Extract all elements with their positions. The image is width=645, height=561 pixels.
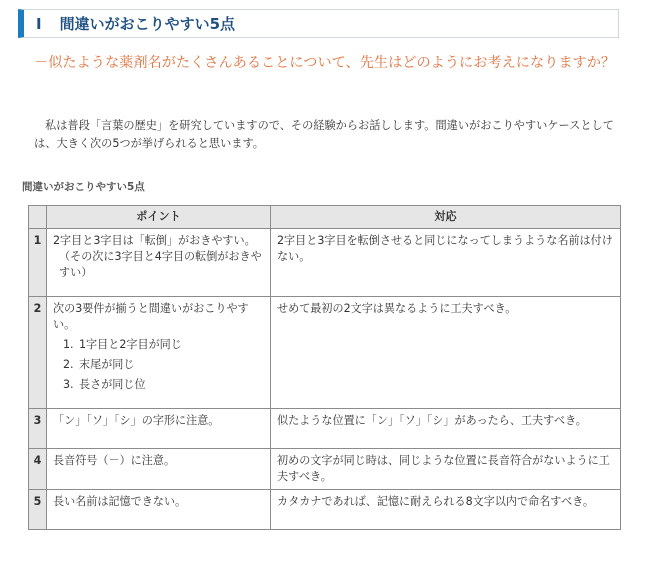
interview-question: －似たような薬剤名がたくさんあることについて、先生はどのようにお考えになりますか？ <box>34 55 616 71</box>
section-header <box>18 9 619 38</box>
point-text: 2字目と3字目は「転倒」がおきやすい。 <box>53 234 256 247</box>
interview-answer: 私は普段「言葉の歴史」を研究していますので、その経験からお話しします。間違いがおこりやすいケースとしては、大きく次の5つが挙げられると思います。 <box>34 119 614 150</box>
row-response: 2字目と3字目を転倒させると同じになってしまうような名前は付けない。 <box>271 229 621 297</box>
table-row <box>29 229 621 297</box>
header-index <box>29 206 47 229</box>
row-response: せめて最初の2文字は異なるように工夫すべき。 <box>271 297 621 409</box>
table-row <box>29 409 621 449</box>
row-point: 長音符号（－）に注意。 <box>47 449 271 490</box>
row-index: 4 <box>29 449 47 490</box>
row-point: 「ン」「ソ」「シ」の字形に注意。 <box>47 409 271 449</box>
table-header-row <box>29 206 621 229</box>
header-point: ポイント <box>47 206 271 229</box>
list-item: 1. 1字目と2字目が同じ <box>63 338 182 351</box>
row-index: 2 <box>29 297 47 409</box>
table-caption: 間違いがおこりやすい5点 <box>22 181 145 193</box>
row-response: カタカナであれば、記憶に耐えられる8文字以内で命名すべき。 <box>271 490 621 530</box>
row-response: 初めの文字が同じ時は、同じような位置に長音符合がないように工夫すべき。 <box>271 449 621 490</box>
row-point <box>47 229 271 297</box>
table-row <box>29 490 621 530</box>
section-title: 間違いがおこりやすい5点 <box>59 15 236 33</box>
points-table <box>28 205 621 530</box>
row-index: 5 <box>29 490 47 530</box>
list-item: 3. 長さが同じ位 <box>63 378 146 391</box>
row-index: 1 <box>29 229 47 297</box>
point-sub-list <box>63 335 264 395</box>
section-number: I <box>36 14 42 33</box>
list-item: 2. 末尾が同じ <box>63 358 135 371</box>
row-response: 似たような位置に「ン」「ソ」「シ」があったら、工夫すべき。 <box>271 409 621 449</box>
table-row <box>29 449 621 490</box>
row-point <box>47 297 271 409</box>
header-response: 対応 <box>271 206 621 229</box>
row-point: 長い名前は記憶できない。 <box>47 490 271 530</box>
row-index: 3 <box>29 409 47 449</box>
point-note: （その次に3字目と4字目の転倒がおきやすい） <box>59 250 262 279</box>
point-text: 次の3要件が揃うと間違いがおこりやすい。 <box>53 302 249 331</box>
table-row <box>29 297 621 409</box>
